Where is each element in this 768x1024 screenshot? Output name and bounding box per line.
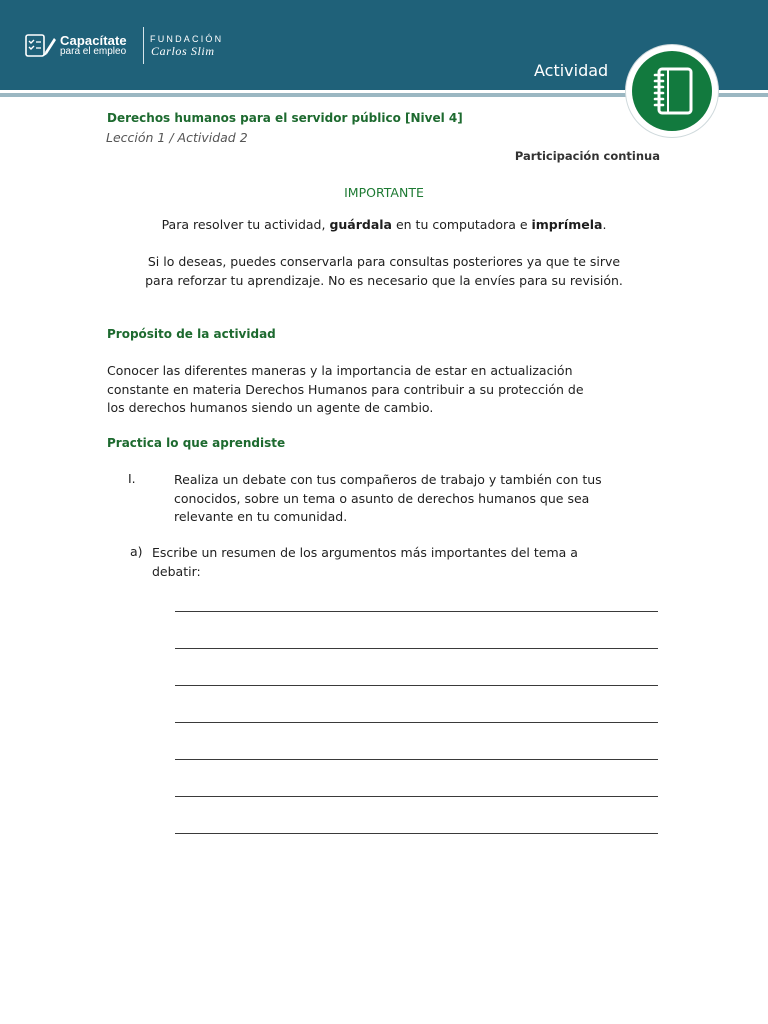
participation-label: Participación continua: [514, 149, 660, 163]
item-1-marker: I.: [128, 471, 136, 486]
item-1-text: [174, 471, 668, 527]
lesson-label: Lección 1 / Actividad 2: [106, 130, 248, 145]
answer-line[interactable]: [175, 796, 658, 797]
activity-label: Actividad: [534, 61, 609, 80]
item-1-line: conocidos, sobre un tema o asunto de derechos humanos que sea: [174, 490, 590, 506]
purpose-paragraph: [107, 362, 667, 418]
answer-line[interactable]: [175, 833, 658, 834]
instruction-paragraph: [90, 215, 678, 234]
answer-line[interactable]: [175, 685, 658, 686]
item-a-line: Escribe un resumen de los argumentos más importantes del tema a: [152, 545, 578, 560]
instruction-text-2: en tu computadora e: [392, 217, 532, 232]
purpose-line: constante en materia Derechos Humanos para contribuir a su protección de: [107, 381, 584, 397]
note-paragraph: [90, 252, 678, 290]
answer-line[interactable]: [175, 722, 658, 723]
instruction-text-3: .: [602, 217, 607, 232]
logo-tagline: para el empleo: [60, 46, 127, 57]
item-1-line: relevante en tu comunidad.: [174, 509, 348, 524]
answer-line[interactable]: [175, 648, 658, 649]
important-heading: IMPORTANTE: [344, 185, 424, 200]
note-line: para reforzar tu aprendizaje. No es necesario que la envíes para su revisión.: [145, 273, 623, 288]
item-a-marker: a): [130, 544, 143, 559]
fundacion-name: Carlos Slim: [151, 44, 215, 58]
course-title: Derechos humanos para el servidor público [Nivel 4]: [107, 111, 463, 125]
item-a-line: debatir:: [152, 563, 201, 579]
notebook-icon: [643, 62, 701, 120]
note-line: Si lo deseas, puedes conservarla para consultas posteriores ya que te sirve: [147, 254, 621, 269]
item-a-text: [152, 544, 668, 581]
purpose-line: los derechos humanos siendo un agente de cambio.: [107, 400, 434, 415]
purpose-line: Conocer las diferentes maneras y la importancia de estar en actualización: [107, 363, 573, 378]
instruction-bold-print: imprímela: [531, 217, 603, 232]
answer-line[interactable]: [175, 611, 658, 612]
purpose-heading: Propósito de la actividad: [107, 327, 276, 341]
instruction-bold-save: guárdala: [329, 217, 392, 232]
logo-divider: [143, 27, 144, 64]
answer-line[interactable]: [175, 759, 658, 760]
logo-wordmark: Capacítate: [60, 33, 127, 48]
fundacion-label: FUNDACIÓN: [150, 34, 224, 44]
practice-heading: Practica lo que aprendiste: [107, 436, 286, 450]
instruction-text-1: Para resolver tu actividad,: [161, 217, 330, 232]
item-1-line: Realiza un debate con tus compañeros de trabajo y también con tus: [174, 472, 602, 487]
checklist-logo-icon: [25, 32, 57, 58]
